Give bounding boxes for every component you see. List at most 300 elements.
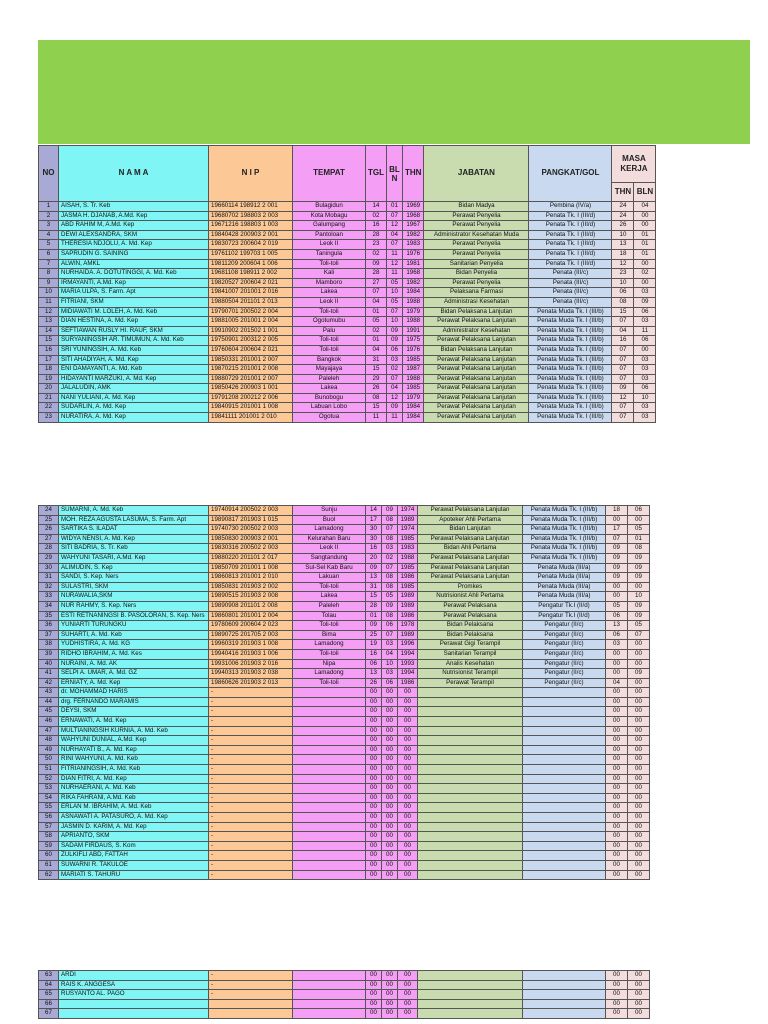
table-row — [39, 288, 656, 298]
cell-nama: ENI DAMAYANTI, A. Md. Keb — [59, 365, 209, 375]
cell-pangkat: Penata Muda (III/a) — [523, 582, 606, 592]
cell-nip: - — [209, 707, 293, 717]
cell-tgl: 08 — [366, 393, 387, 403]
cell-pangkat: Penata Muda Tk. I (III/b) — [529, 403, 612, 413]
cell-nip: - — [209, 745, 293, 755]
cell-mk-bln: 06 — [628, 506, 650, 516]
cell-mk-thn: 00 — [606, 1009, 628, 1019]
cell-mk-bln: 05 — [628, 525, 650, 535]
cell-tgl: 00 — [366, 822, 382, 832]
table-row — [39, 736, 650, 746]
cell-nama: SUMARNI, A. Md. Keb — [59, 506, 209, 516]
table-row — [39, 307, 656, 317]
cell-mk-bln: 06 — [634, 307, 656, 317]
cell-tempat: Galumpang — [293, 221, 366, 231]
cell-mk-bln: 00 — [628, 971, 650, 981]
cell-no: 49 — [39, 745, 59, 755]
cell-tgl: 00 — [366, 784, 382, 794]
cell-nama: DIAN HESTINA, A. Md. Kep — [59, 317, 209, 327]
table-row — [39, 582, 650, 592]
cell-mk-thn: 00 — [606, 851, 628, 861]
cell-tgl: 28 — [366, 230, 387, 240]
cell-tgl: 00 — [366, 793, 382, 803]
cell-no: 30 — [39, 563, 59, 573]
cell-nip: 19890908 201101 2 008 — [209, 601, 293, 611]
cell-nama: AISAH, S. Tr. Keb — [59, 202, 209, 212]
cell-bln: 07 — [382, 630, 398, 640]
cell-bln: 08 — [382, 573, 398, 583]
table-row — [39, 317, 656, 327]
table-row — [39, 784, 650, 794]
cell-jabatan — [418, 813, 523, 823]
cell-thn: 1986 — [398, 573, 418, 583]
cell-tgl: 15 — [366, 592, 382, 602]
cell-no: 50 — [39, 755, 59, 765]
cell-tgl: 00 — [366, 765, 382, 775]
cell-thn: 1984 — [403, 403, 424, 413]
header-pangkat: PANGKAT/GOL — [529, 146, 612, 202]
cell-nip: - — [209, 784, 293, 794]
cell-nip: - — [209, 822, 293, 832]
cell-jabatan: Perawat Pelaksana Lanjutan — [418, 534, 523, 544]
cell-thn: 00 — [398, 813, 418, 823]
cell-nama: THERESIA NDJOLU, A. Md. Kep — [59, 240, 209, 250]
cell-mk-bln: 00 — [628, 515, 650, 525]
cell-mk-bln: 09 — [628, 611, 650, 621]
cell-no: 56 — [39, 813, 59, 823]
cell-bln: 11 — [387, 249, 403, 259]
cell-thn: 1967 — [403, 221, 424, 231]
cell-bln: 07 — [387, 307, 403, 317]
cell-bln: 00 — [382, 774, 398, 784]
cell-mk-bln: 00 — [628, 582, 650, 592]
cell-jabatan: Perawat Pelaksana Lanjutan — [418, 563, 523, 573]
cell-pangkat: Penata Muda Tk. I (III/b) — [523, 506, 606, 516]
cell-nama: ALWIN, AMKL — [59, 259, 209, 269]
cell-nama: WIDYA NENSI, A. Md. Kep — [59, 534, 209, 544]
cell-pangkat — [523, 971, 606, 981]
cell-nip: 19860813 201001 2 010 — [209, 573, 293, 583]
cell-nip: 19740914 200502 2 003 — [209, 506, 293, 516]
cell-mk-thn: 24 — [612, 211, 634, 221]
cell-tempat: Kota Mobagu — [293, 211, 366, 221]
cell-pangkat — [523, 870, 606, 880]
cell-no: 52 — [39, 774, 59, 784]
cell-jabatan: Bidan Penyelia — [424, 269, 529, 279]
table-row — [39, 525, 650, 535]
table-row — [39, 990, 650, 1000]
cell-tempat: Kali — [293, 269, 366, 279]
cell-jabatan: Perawat Pelaksana Lanjutan — [418, 573, 523, 583]
cell-thn: 1989 — [398, 601, 418, 611]
cell-nip: 19841007 201001 2 016 — [209, 288, 293, 298]
cell-mk-bln: 00 — [628, 726, 650, 736]
cell-mk-thn: 00 — [606, 582, 628, 592]
cell-mk-bln: 06 — [634, 336, 656, 346]
cell-jabatan: Perawat Pelaksana Lanjutan — [424, 384, 529, 394]
table-row — [39, 393, 656, 403]
cell-nip: - — [209, 980, 293, 990]
cell-thn: 1968 — [403, 269, 424, 279]
cell-bln: 00 — [382, 784, 398, 794]
cell-tgl: 05 — [366, 317, 387, 327]
cell-tgl: 09 — [366, 621, 382, 631]
cell-tempat — [293, 803, 366, 813]
cell-pangkat: Penata Muda Tk. I (III/b) — [529, 336, 612, 346]
cell-nama: MARIATI S. TAHURU — [59, 870, 209, 880]
table-row — [39, 240, 656, 250]
cell-no: 15 — [39, 336, 59, 346]
cell-mk-bln: 10 — [634, 393, 656, 403]
cell-jabatan: Perawat Pelaksana Lanjutan — [418, 506, 523, 516]
cell-tgl: 14 — [366, 202, 387, 212]
cell-tempat: Lamadong — [293, 640, 366, 650]
cell-tempat — [293, 841, 366, 851]
cell-bln: 08 — [382, 611, 398, 621]
cell-thn: 00 — [398, 765, 418, 775]
table-row — [39, 822, 650, 832]
cell-bln: 00 — [382, 707, 398, 717]
cell-tempat: Bulagidun — [293, 202, 366, 212]
cell-nama: YUDHISTIRA, A. Md. KG — [59, 640, 209, 650]
cell-nip: 19940313 201903 2 038 — [209, 669, 293, 679]
cell-mk-thn: 13 — [612, 240, 634, 250]
cell-nama: DIAN FITRI, A. Md. Kep — [59, 774, 209, 784]
cell-thn: 1985 — [403, 355, 424, 365]
cell-pangkat: Pengatur (II/c) — [523, 621, 606, 631]
table-row — [39, 230, 656, 240]
cell-mk-bln: 00 — [628, 736, 650, 746]
table-row — [39, 221, 656, 231]
cell-tgl: 06 — [366, 659, 382, 669]
cell-tempat — [293, 736, 366, 746]
cell-pangkat: Penata (III/c) — [529, 288, 612, 298]
cell-pangkat: Penata Muda (III/a) — [523, 563, 606, 573]
cell-tgl: 31 — [366, 582, 382, 592]
cell-pangkat — [523, 745, 606, 755]
cell-tempat: Buol — [293, 515, 366, 525]
header-nama: N A M A — [59, 146, 209, 202]
cell-tgl: 27 — [366, 278, 387, 288]
cell-thn: 00 — [398, 697, 418, 707]
cell-no: 17 — [39, 355, 59, 365]
cell-mk-bln: 00 — [628, 765, 650, 775]
cell-nip: - — [209, 717, 293, 727]
cell-bln: 03 — [387, 355, 403, 365]
cell-nip: 19671216 198803 1 003 — [209, 221, 293, 231]
cell-pangkat — [523, 784, 606, 794]
cell-thn: 1996 — [398, 640, 418, 650]
table-row — [39, 999, 650, 1009]
header-tempat: TEMPAT — [293, 146, 366, 202]
cell-no: 16 — [39, 345, 59, 355]
cell-mk-thn: 03 — [606, 640, 628, 650]
cell-bln: 12 — [387, 259, 403, 269]
cell-mk-bln: 07 — [628, 630, 650, 640]
cell-nama — [59, 1009, 209, 1019]
cell-tgl: 01 — [366, 307, 387, 317]
cell-mk-thn: 09 — [606, 563, 628, 573]
cell-tgl: 00 — [366, 980, 382, 990]
cell-no: 12 — [39, 307, 59, 317]
cell-mk-bln: 01 — [628, 534, 650, 544]
cell-mk-bln: 00 — [628, 870, 650, 880]
cell-nama: WAHYUNI TASARI, A.Md. Kep — [59, 553, 209, 563]
cell-nip: - — [209, 832, 293, 842]
cell-nama: FITRIANINGSIH, A. Md. Keb — [59, 765, 209, 775]
cell-bln: 03 — [382, 640, 398, 650]
cell-no: 58 — [39, 832, 59, 842]
cell-thn: 1982 — [403, 278, 424, 288]
cell-pangkat: Penata Muda Tk. I (III/b) — [523, 544, 606, 554]
cell-nama: NURAINI, A. Md. AK — [59, 659, 209, 669]
table-row — [39, 563, 650, 573]
cell-nip: 19860801 201001 2 004 — [209, 611, 293, 621]
cell-bln: 04 — [387, 384, 403, 394]
cell-thn: 1983 — [403, 240, 424, 250]
cell-pangkat: Penata Tk. I (III/d) — [529, 259, 612, 269]
cell-thn: 1985 — [398, 582, 418, 592]
cell-tgl: 00 — [366, 841, 382, 851]
cell-nip: - — [209, 971, 293, 981]
cell-nama: MOH. REZA AGUSTA LASUMA, S. Farm. Apt — [59, 515, 209, 525]
cell-nip: 19860626 201903 2 013 — [209, 678, 293, 688]
cell-tgl: 26 — [366, 678, 382, 688]
cell-tempat: Palu — [293, 326, 366, 336]
cell-mk-bln: 00 — [628, 860, 650, 870]
cell-bln: 09 — [387, 326, 403, 336]
cell-bln: 09 — [382, 506, 398, 516]
cell-pangkat — [523, 774, 606, 784]
cell-mk-bln: 00 — [634, 278, 656, 288]
cell-jabatan: Perawat Pelaksana — [418, 611, 523, 621]
header-thn: THN — [403, 146, 424, 202]
cell-tempat: Toli-toli — [293, 582, 366, 592]
cell-nama: SADAM FIRDAUS, S. Kom — [59, 841, 209, 851]
header-no: NO — [39, 146, 59, 202]
cell-bln: 07 — [387, 374, 403, 384]
cell-thn: 00 — [398, 832, 418, 842]
cell-jabatan — [418, 717, 523, 727]
cell-no: 41 — [39, 669, 59, 679]
cell-tempat — [293, 980, 366, 990]
cell-jabatan: Perawat Pelaksana Lanjutan — [418, 553, 523, 563]
cell-jabatan: Bidan Ahli Pertama — [418, 544, 523, 554]
cell-nama: SUDARLIN, A. Md. Kep — [59, 403, 209, 413]
cell-tgl: 00 — [366, 803, 382, 813]
cell-no: 32 — [39, 582, 59, 592]
cell-nip: - — [209, 774, 293, 784]
cell-bln: 00 — [382, 755, 398, 765]
cell-tgl: 16 — [366, 544, 382, 554]
cell-mk-bln: 00 — [628, 640, 650, 650]
cell-pangkat: Penata Muda Tk. I (III/b) — [523, 525, 606, 535]
cell-tempat — [293, 793, 366, 803]
cell-tempat: Toli-toli — [293, 307, 366, 317]
cell-bln: 00 — [382, 745, 398, 755]
cell-tempat — [293, 784, 366, 794]
cell-thn: 00 — [398, 755, 418, 765]
cell-nama: MARIA ULPA, S. Farm. Apt — [59, 288, 209, 298]
cell-no: 36 — [39, 621, 59, 631]
cell-mk-thn: 26 — [612, 221, 634, 231]
cell-no: 37 — [39, 630, 59, 640]
cell-bln: 10 — [387, 288, 403, 298]
cell-mk-bln: 09 — [628, 563, 650, 573]
cell-tempat — [293, 688, 366, 698]
cell-nama: IRMAYANTI, A.Md. Kep — [59, 278, 209, 288]
cell-no: 22 — [39, 403, 59, 413]
cell-pangkat — [523, 688, 606, 698]
cell-no: 20 — [39, 384, 59, 394]
cell-mk-bln: 00 — [628, 659, 650, 669]
cell-nip: 19660114 198912 2 001 — [209, 202, 293, 212]
header-masa-kerja: MASA KERJA — [612, 146, 656, 183]
cell-thn: 1976 — [403, 249, 424, 259]
header-banner — [38, 40, 750, 144]
cell-bln: 03 — [382, 669, 398, 679]
cell-tempat — [293, 717, 366, 727]
cell-thn: 00 — [398, 736, 418, 746]
cell-jabatan: Perawat Gigi Terampil — [418, 640, 523, 650]
cell-jabatan — [418, 736, 523, 746]
cell-mk-bln: 00 — [628, 999, 650, 1009]
cell-bln: 00 — [382, 803, 398, 813]
cell-mk-thn: 10 — [612, 278, 634, 288]
cell-nip: 19790701 200502 2 004 — [209, 307, 293, 317]
cell-bln: 02 — [387, 365, 403, 375]
cell-bln: 00 — [382, 822, 398, 832]
header-jabatan: JABATAN — [424, 146, 529, 202]
cell-tempat: Labuan Lobo — [293, 403, 366, 413]
cell-mk-bln: 00 — [628, 990, 650, 1000]
cell-bln: 07 — [382, 525, 398, 535]
cell-no: 39 — [39, 649, 59, 659]
cell-nama: SARTIKA S. ILADAT — [59, 525, 209, 535]
cell-nip: 19890725 201705 2 003 — [209, 630, 293, 640]
cell-mk-thn: 06 — [612, 288, 634, 298]
cell-thn: 00 — [398, 803, 418, 813]
cell-mk-thn: 07 — [612, 317, 634, 327]
cell-no: 8 — [39, 269, 59, 279]
cell-bln: 00 — [382, 990, 398, 1000]
cell-tempat — [293, 707, 366, 717]
cell-pangkat: Penata Muda Tk. I (III/b) — [529, 393, 612, 403]
cell-tgl: 26 — [366, 384, 387, 394]
cell-nama: RUSYANTO AL. PAGO — [59, 990, 209, 1000]
cell-no: 31 — [39, 573, 59, 583]
cell-pangkat: Penata Tk. I (III/d) — [529, 211, 612, 221]
cell-mk-thn: 00 — [606, 688, 628, 698]
cell-pangkat — [523, 980, 606, 990]
cell-pangkat: Penata (III/c) — [529, 297, 612, 307]
cell-thn: 1974 — [398, 525, 418, 535]
cell-tempat: Bima — [293, 630, 366, 640]
cell-tempat — [293, 755, 366, 765]
cell-no: 55 — [39, 803, 59, 813]
cell-mk-thn: 00 — [606, 980, 628, 990]
table-row — [39, 249, 656, 259]
cell-jabatan — [418, 980, 523, 990]
cell-mk-thn: 05 — [606, 601, 628, 611]
cell-mk-thn: 00 — [606, 813, 628, 823]
cell-mk-thn: 09 — [606, 544, 628, 554]
cell-nama: NURHAIDA. A. DOTUTINGGI, A. Md. Keb — [59, 269, 209, 279]
cell-nip — [209, 999, 293, 1009]
cell-pangkat: Pengatur (II/c) — [523, 678, 606, 688]
cell-bln: 12 — [387, 393, 403, 403]
cell-mk-thn: 04 — [606, 678, 628, 688]
header-mk-thn: THN — [612, 183, 634, 202]
table-row — [39, 573, 650, 583]
cell-pangkat — [523, 803, 606, 813]
cell-thn: 1994 — [398, 669, 418, 679]
cell-nip: 19850331 201001 2 007 — [209, 355, 293, 365]
cell-mk-bln: 00 — [628, 678, 650, 688]
cell-jabatan: Perawat Pelaksana — [418, 601, 523, 611]
cell-nama: DEYSI, SKM — [59, 707, 209, 717]
cell-bln: 03 — [382, 544, 398, 554]
cell-mk-bln: 00 — [628, 832, 650, 842]
cell-mk-thn: 00 — [606, 745, 628, 755]
cell-nip: 19780609 200604 2 023 — [209, 621, 293, 631]
cell-tempat: Leok II — [293, 297, 366, 307]
cell-nip: - — [209, 736, 293, 746]
cell-pangkat: Pengatur Tk.I (II/d) — [523, 601, 606, 611]
cell-no: 9 — [39, 278, 59, 288]
cell-thn: 1988 — [403, 374, 424, 384]
cell-thn: 1988 — [403, 317, 424, 327]
cell-no: 24 — [39, 506, 59, 516]
table-row — [39, 697, 650, 707]
table-row — [39, 755, 650, 765]
cell-pangkat: Penata Muda Tk. I (III/b) — [523, 534, 606, 544]
cell-nama: SUHARTI, A. Md. Keb — [59, 630, 209, 640]
cell-bln: 00 — [382, 765, 398, 775]
cell-mk-bln: 03 — [634, 374, 656, 384]
cell-thn: 1985 — [403, 384, 424, 394]
cell-nip: 19940416 201903 1 006 — [209, 649, 293, 659]
cell-tempat: Ogotua — [293, 413, 366, 423]
cell-pangkat — [523, 999, 606, 1009]
cell-mk-thn: 00 — [606, 860, 628, 870]
cell-nama — [59, 999, 209, 1009]
cell-jabatan: Perawat Pelaksana Lanjutan — [424, 374, 529, 384]
cell-tgl: 14 — [366, 506, 382, 516]
cell-no: 25 — [39, 515, 59, 525]
cell-thn: 00 — [398, 990, 418, 1000]
cell-mk-thn: 00 — [606, 697, 628, 707]
cell-tgl: 16 — [366, 221, 387, 231]
cell-nip: - — [209, 697, 293, 707]
cell-tgl: 00 — [366, 745, 382, 755]
cell-mk-bln: 11 — [634, 326, 656, 336]
cell-mk-thn: 06 — [606, 630, 628, 640]
cell-nama: MULTIANINGSIH KURNIA, A. Md. Keb — [59, 726, 209, 736]
cell-tgl: 02 — [366, 326, 387, 336]
cell-mk-bln: 10 — [628, 592, 650, 602]
cell-no: 60 — [39, 851, 59, 861]
cell-nama: ARDI — [59, 971, 209, 981]
cell-bln: 11 — [387, 269, 403, 279]
cell-no: 67 — [39, 1009, 59, 1019]
cell-nip: 19870215 201001 2 008 — [209, 365, 293, 375]
cell-nama: ZULKIFLI ABD, FATTAH — [59, 851, 209, 861]
cell-tempat: Toli-toli — [293, 259, 366, 269]
cell-tempat: Paleleh — [293, 374, 366, 384]
cell-jabatan: Bidan Pelaksana Lanjutan — [424, 345, 529, 355]
cell-pangkat: Penata Muda Tk. I (III/b) — [529, 355, 612, 365]
